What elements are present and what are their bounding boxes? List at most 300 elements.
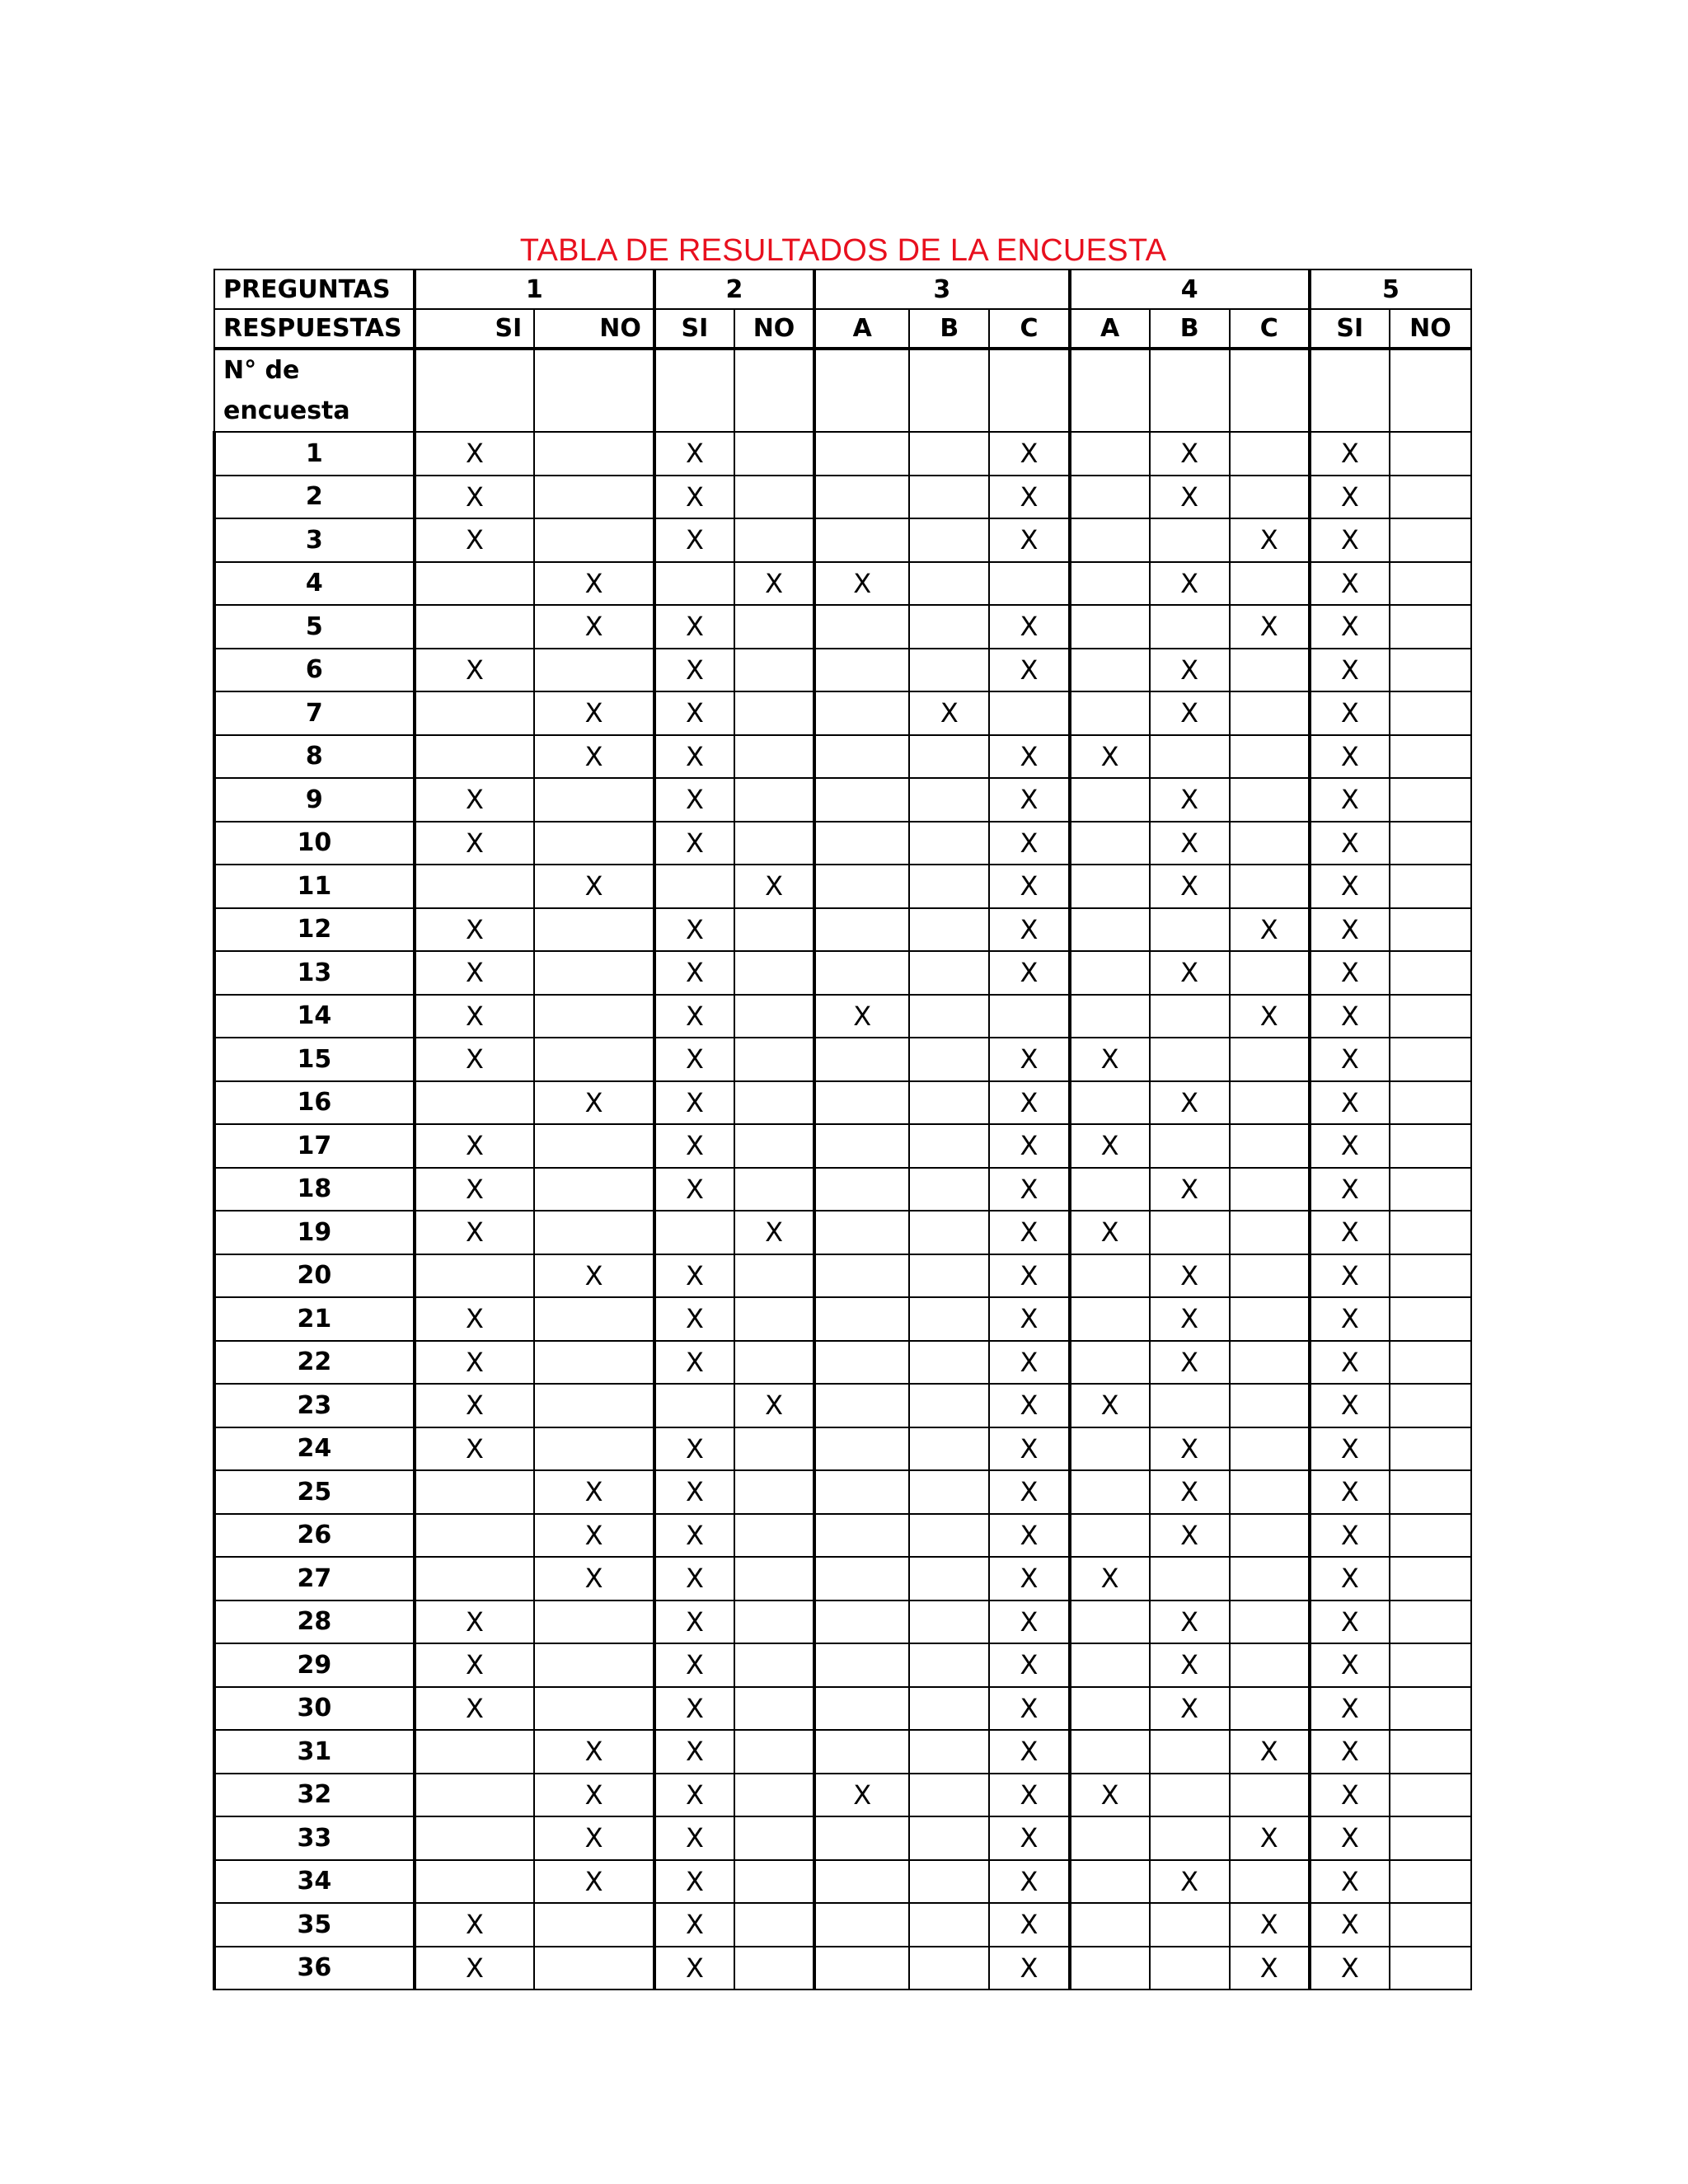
answer-mark: X [1100,1130,1119,1162]
answer-cell [734,1038,814,1081]
answer-cell [534,1038,654,1081]
answer-cell [1310,778,1390,822]
answer-cell [909,476,989,519]
answer-cell [1390,1124,1471,1168]
answer-mark: X [1020,1605,1039,1638]
answer-cell [1390,432,1471,476]
answer-cell [909,691,989,735]
answer-mark: X [685,611,704,643]
answer-cell [989,778,1069,822]
answer-cell [415,735,535,779]
answer-cell [734,518,814,562]
answer-cell [1070,1601,1150,1644]
table-row [214,1816,1471,1860]
answer-mark: X [685,740,704,772]
answer-cell [1390,908,1471,952]
answer-mark: X [1020,1909,1039,1941]
table-row [214,1384,1471,1427]
answer-cell [1150,995,1230,1038]
encuesta-number: 34 [214,1860,415,1904]
answer-cell [1070,1470,1150,1514]
answer-mark: X [1259,913,1278,945]
answer-cell [1150,1038,1230,1081]
encuesta-label-line-1: N° de [223,356,300,385]
answer-cell [1310,1947,1390,1990]
answer-cell [989,865,1069,908]
answer-cell [534,778,654,822]
answer-mark: X [685,1432,704,1465]
encuesta-number: 29 [214,1643,415,1687]
answer-cell [415,1254,535,1298]
table-row [214,735,1471,779]
answer-cell [909,649,989,692]
answer-mark: X [1100,1390,1119,1422]
answer-cell [814,691,909,735]
answer-cell [1150,1947,1230,1990]
answer-cell [1310,865,1390,908]
empty-cell [1310,349,1390,432]
answer-cell [1230,1903,1310,1947]
answer-cell [1310,1081,1390,1125]
table-row [214,1730,1471,1774]
answer-cell [1390,1470,1471,1514]
encuesta-number: 1 [214,432,415,476]
answer-mark: X [1340,827,1359,859]
q4-option-c: C [1230,309,1310,349]
encuesta-number: 10 [214,822,415,865]
answer-cell [989,1470,1069,1514]
answer-cell [814,865,909,908]
answer-cell [1070,1341,1150,1385]
answer-cell [814,1643,909,1687]
answer-cell [1070,865,1150,908]
encuesta-number: 35 [214,1903,415,1947]
answer-cell [1310,562,1390,606]
answer-cell [909,1557,989,1601]
answer-cell [909,1947,989,1990]
answer-mark: X [584,1259,603,1291]
answer-cell [654,865,734,908]
answer-cell [909,1427,989,1471]
answer-cell [989,691,1069,735]
answer-mark: X [1340,1303,1359,1335]
answer-mark: X [1340,1736,1359,1768]
answer-cell [654,1211,734,1254]
encuesta-number: 15 [214,1038,415,1081]
table-row [214,1687,1471,1731]
answer-cell [654,1038,734,1081]
answer-cell [1310,1860,1390,1904]
table-row [214,1774,1471,1817]
answer-mark: X [466,1432,484,1465]
answer-cell [534,1211,654,1254]
answer-cell [734,1211,814,1254]
answer-cell [1390,1687,1471,1731]
encuesta-number: 36 [214,1947,415,1990]
answer-cell [1310,735,1390,779]
answer-mark: X [853,567,872,599]
answer-mark: X [853,1779,872,1811]
answer-cell [734,778,814,822]
table-row [214,1124,1471,1168]
answer-cell [989,1816,1069,1860]
answer-cell [1310,1774,1390,1817]
encuesta-number: 3 [214,518,415,562]
answer-cell [734,1860,814,1904]
answer-cell [989,1903,1069,1947]
answer-cell [1230,995,1310,1038]
answer-cell [814,951,909,995]
answer-cell [734,1687,814,1731]
answer-cell [1230,1470,1310,1514]
answer-cell [534,1903,654,1947]
answer-cell [1390,1254,1471,1298]
answer-cell [1390,605,1471,649]
answer-mark: X [685,1563,704,1595]
answer-cell [814,1774,909,1817]
table-row [214,476,1471,519]
answer-cell [734,1470,814,1514]
answer-mark: X [584,1822,603,1854]
answer-cell [909,1860,989,1904]
answer-cell [1310,1168,1390,1212]
answer-cell [1390,1211,1471,1254]
answer-cell [814,518,909,562]
question-1-header: 1 [415,269,654,309]
encuesta-number: 16 [214,1081,415,1125]
answer-mark: X [1340,524,1359,556]
answer-cell [734,1730,814,1774]
encuesta-label-line-2: encuesta [223,396,350,425]
answer-cell [534,562,654,606]
answer-cell [654,995,734,1038]
q5-option-si: SI [1310,309,1390,349]
answer-mark: X [765,870,783,902]
answer-cell [1070,735,1150,779]
answer-mark: X [584,1476,603,1508]
question-4-header: 4 [1070,269,1310,309]
answer-cell [1230,1124,1310,1168]
answer-cell [1390,1947,1471,1990]
answer-mark: X [466,1390,484,1422]
answer-mark: X [1020,1086,1039,1118]
answer-cell [1310,1038,1390,1081]
table-row [214,1081,1471,1125]
encuesta-number: 11 [214,865,415,908]
answer-cell [989,1254,1069,1298]
answer-cell [1230,518,1310,562]
answer-cell [1310,1427,1390,1471]
answer-cell [814,1297,909,1341]
answer-mark: X [1020,480,1039,513]
answer-mark: X [1020,1519,1039,1551]
answer-mark: X [1180,480,1199,513]
encuesta-number: 32 [214,1774,415,1817]
answer-mark: X [466,1692,484,1724]
encuesta-number: 20 [214,1254,415,1298]
answer-cell [1310,1254,1390,1298]
answer-mark: X [1340,1779,1359,1811]
answer-cell [909,865,989,908]
answer-mark: X [584,1086,603,1118]
answer-mark: X [685,1519,704,1551]
answer-cell [654,1601,734,1644]
encuesta-number: 28 [214,1601,415,1644]
answer-cell [415,1168,535,1212]
answer-mark: X [466,1346,484,1378]
answer-mark: X [685,1130,704,1162]
answer-cell [534,1557,654,1601]
answer-mark: X [765,567,783,599]
encuesta-number: 8 [214,735,415,779]
answer-cell [1230,1384,1310,1427]
answer-cell [654,605,734,649]
answer-cell [1310,822,1390,865]
answer-cell [734,1297,814,1341]
answer-cell [989,1774,1069,1817]
q2-option-no: NO [734,309,814,349]
answer-cell [1150,822,1230,865]
answer-cell [654,1643,734,1687]
answer-mark: X [584,740,603,772]
answer-cell [1230,1643,1310,1687]
encuesta-number: 17 [214,1124,415,1168]
answer-cell [415,476,535,519]
answer-cell [1230,1081,1310,1125]
answer-cell [1150,518,1230,562]
encuesta-number: 25 [214,1470,415,1514]
answer-cell [1070,1254,1150,1298]
answer-cell [909,605,989,649]
answer-cell [534,1601,654,1644]
answer-mark: X [1180,870,1199,902]
answer-cell [1150,649,1230,692]
answer-cell [1230,432,1310,476]
answer-mark: X [765,1390,783,1422]
answer-cell [909,1211,989,1254]
answer-cell [415,1470,535,1514]
answer-cell [814,1384,909,1427]
answer-cell [1150,1514,1230,1558]
answer-cell [1150,476,1230,519]
answer-cell [989,1947,1069,1990]
encuesta-number: 21 [214,1297,415,1341]
answer-mark: X [685,827,704,859]
answer-cell [1390,951,1471,995]
answer-cell [1310,476,1390,519]
answer-mark: X [1340,1605,1359,1638]
answer-mark: X [466,1000,484,1032]
answer-mark: X [1340,1909,1359,1941]
answer-cell [654,476,734,519]
table-row [214,432,1471,476]
answer-cell [1310,605,1390,649]
answer-cell [909,822,989,865]
table-row [214,1341,1471,1385]
answer-cell [534,1730,654,1774]
answer-cell [1230,778,1310,822]
answer-cell [534,1168,654,1212]
encuesta-number: 33 [214,1816,415,1860]
answer-cell [909,1903,989,1947]
answer-cell [1070,1860,1150,1904]
empty-cell [989,349,1069,432]
answer-cell [989,518,1069,562]
answer-cell [814,1124,909,1168]
answer-cell [1150,1816,1230,1860]
answer-mark: X [1020,957,1039,989]
answer-cell [1070,1816,1150,1860]
answer-cell [415,951,535,995]
answer-mark: X [466,827,484,859]
answer-cell [814,1081,909,1125]
answer-mark: X [685,1476,704,1508]
answer-mark: X [685,1822,704,1854]
answer-cell [814,1427,909,1471]
answer-cell [654,1470,734,1514]
answer-cell [814,1687,909,1731]
answer-cell [654,1816,734,1860]
answer-cell [654,1514,734,1558]
answer-mark: X [466,1043,484,1076]
answer-cell [734,908,814,952]
answer-cell [415,1601,535,1644]
answer-mark: X [584,567,603,599]
answer-mark: X [1020,611,1039,643]
answer-cell [1150,1860,1230,1904]
answer-cell [814,649,909,692]
encuesta-number: 30 [214,1687,415,1731]
answer-cell [1310,1601,1390,1644]
answer-cell [654,1903,734,1947]
answer-cell [534,518,654,562]
answer-cell [1390,1514,1471,1558]
answer-mark: X [1020,827,1039,859]
encuesta-label [214,349,415,432]
answer-cell [1390,1860,1471,1904]
q3-option-b: B [909,309,989,349]
answer-cell [415,1384,535,1427]
answer-cell [1070,1557,1150,1601]
answer-cell [1150,1557,1230,1601]
answer-cell [1390,1168,1471,1212]
answer-cell [1390,1427,1471,1471]
answer-mark: X [1340,480,1359,513]
answer-cell [814,432,909,476]
answer-mark: X [1180,1259,1199,1291]
answer-cell [415,865,535,908]
answer-cell [415,1557,535,1601]
encuesta-number: 18 [214,1168,415,1212]
answer-cell [734,649,814,692]
table-row [214,1211,1471,1254]
answer-cell [534,1341,654,1385]
answer-cell [654,649,734,692]
empty-cell [814,349,909,432]
answer-mark: X [584,870,603,902]
table-row [214,995,1471,1038]
answer-cell [909,1038,989,1081]
answer-cell [814,1168,909,1212]
answer-cell [909,1254,989,1298]
answer-cell [654,951,734,995]
answer-mark: X [584,611,603,643]
answer-mark: X [584,1736,603,1768]
answer-cell [734,865,814,908]
answer-mark: X [1020,1476,1039,1508]
answer-cell [989,1687,1069,1731]
table-row [214,562,1471,606]
answer-cell [534,1774,654,1817]
answer-cell [415,1427,535,1471]
answer-cell [534,822,654,865]
answer-cell [415,691,535,735]
answer-cell [1150,1384,1230,1427]
answer-mark: X [1340,1216,1359,1249]
questions-header-row [214,269,1471,309]
answer-cell [1230,605,1310,649]
answer-mark: X [685,1649,704,1681]
answer-cell [909,1774,989,1817]
answer-cell [534,735,654,779]
answer-cell [734,1947,814,1990]
answer-cell [534,1643,654,1687]
answer-cell [654,1427,734,1471]
answer-cell [1390,865,1471,908]
page-title: TABLA DE RESULTADOS DE LA ENCUESTA [519,233,1167,268]
answer-cell [654,822,734,865]
answer-cell [1390,1774,1471,1817]
table-row [214,1514,1471,1558]
answer-mark: X [1100,1779,1119,1811]
answer-cell [1150,562,1230,606]
answer-mark: X [1180,827,1199,859]
answer-cell [1070,951,1150,995]
answer-mark: X [1100,1043,1119,1076]
answer-cell [1230,735,1310,779]
answer-cell [415,908,535,952]
answer-cell [1070,518,1150,562]
encuesta-number: 23 [214,1384,415,1427]
answer-cell [1070,1081,1150,1125]
table-row [214,778,1471,822]
answer-mark: X [1340,740,1359,772]
answer-cell [814,1038,909,1081]
answer-cell [1230,865,1310,908]
answer-mark: X [1340,870,1359,902]
answer-cell [814,1211,909,1254]
answer-cell [909,562,989,606]
answer-cell [989,1341,1069,1385]
answer-mark: X [685,1605,704,1638]
answer-cell [989,649,1069,692]
answer-cell [734,1816,814,1860]
answer-cell [1070,1384,1150,1427]
answer-cell [654,1254,734,1298]
answer-cell [909,778,989,822]
answer-cell [534,1860,654,1904]
answer-mark: X [685,524,704,556]
empty-cell [909,349,989,432]
answer-cell [909,1341,989,1385]
answer-cell [734,432,814,476]
answer-mark: X [1340,1649,1359,1681]
answer-mark: X [1020,1563,1039,1595]
answer-cell [1070,1687,1150,1731]
answer-mark: X [1180,1865,1199,1897]
answer-mark: X [1180,1346,1199,1378]
answer-mark: X [685,1303,704,1335]
